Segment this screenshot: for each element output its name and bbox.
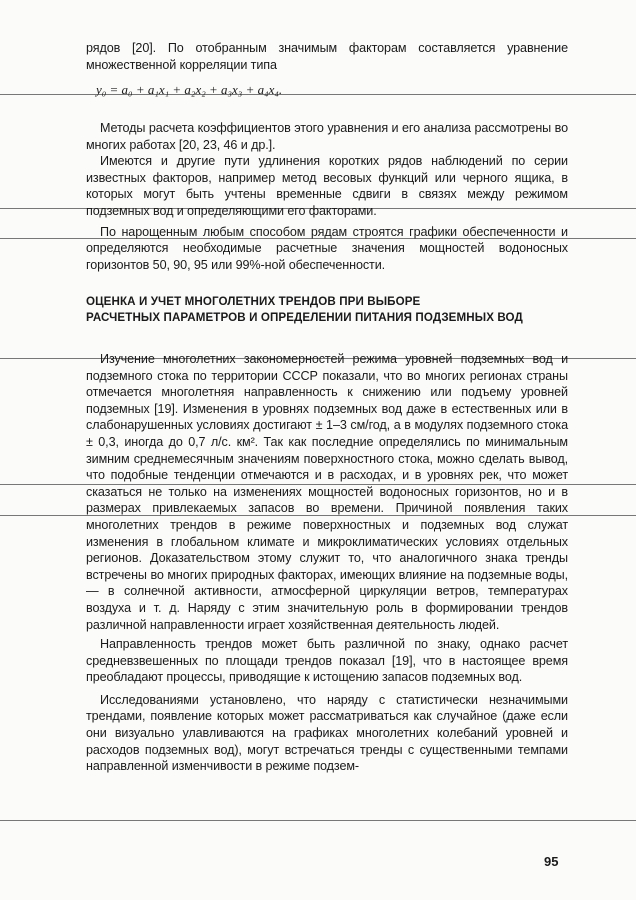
intro-block <box>86 40 568 73</box>
section-heading-line-2: РАСЧЕТНЫХ ПАРАМЕТРОВ И ОПРЕДЕЛЕНИИ ПИТАНИЯ ПОДЗЕМНЫХ ВОД <box>86 311 523 324</box>
section-heading-line-1: ОЦЕНКА И УЧЕТ МНОГОЛЕТНИХ ТРЕНДОВ ПРИ ВЫБОРЕ <box>86 295 421 308</box>
paragraph-methods: Методы расчета коэффициентов этого уравнения и его анализа рассмотрены во многих работах [20, 23, 46 и др.]. <box>86 121 568 152</box>
trends-block <box>86 351 568 775</box>
paragraph-trend-direction: Направленность трендов может быть различной по знаку, однако расчет средневзвешенных по площади трендов показал [19], что в настоящее время преобладают процессы, приводящие к истощению запасов подземных вод. <box>86 637 568 685</box>
paragraph-research: Исследованиями установлено, что наряду с статистически незначимыми трендами, появление которых может рассматриваться как случайное (даже если они визуально улавливаются на графиках многолетних колебаний уровней и расходов подземных вод), могут встречаться тренды с существенными темпами направленной изменчивости в режиме подзем- <box>86 692 568 774</box>
paragraph-other-methods: Имеются и другие пути удлинения коротких рядов наблюдений по серии известных факторов, например метод весовых функций или черного ящика, в которых могут быть учтены временные сдвиги в связях между режимом подземных вод и определяющими его факторами. <box>86 154 568 218</box>
paragraph-supply-graphs: По нарощенным любым способом рядам строятся графики обеспеченности и определяются необходимые расчетные значения мощностей водоносных горизонтов 50, 90, 95 или 99%-ной обеспеченности. <box>86 224 568 272</box>
page-number: 95 <box>544 854 559 869</box>
intro-paragraph: рядов [20]. По отобранным значимым факторам составляется уравнение множественной корреляции типа <box>86 41 568 72</box>
paragraph-trends-study: Изучение многолетних закономерностей режима уровней подземных вод и подземного стока по территории СССР показали, что во многих регионах страны отмечается многолетняя направленность к снижению или подъему уровней подземных [19]. Изменения в уровнях подземных вод даже в естественных или в слабонарушенных условиях достигают ± 1–3 см/год, а в модулях подземного стока ± 0,3, иногда до 0,7 л/с. км². Так как последние определялись по минимальным зимним среднемесячным значениям поверхностного стока, можно сделать вывод, что подобные тенденции отмечаются и в расходах, и в уровнях рек, что может сказаться не только на изменениях мощностей водоносных горизонтов, но и в размерах привлекаемых запасов во времени. Причиной появления таких многолетних трендов в режиме поверхностных и подземных вод служат изменения в глобальном климате и микроклиматических условиях отдельных регионов. Доказательством этому служит то, что аналогичного знака тренды встречены во многих природных факторах, имеющих влияние на подземные воды, — в солнечной активности, атмосферной циркуляции ветров, температурах воздуха и т. д. Наряду с этим значительную роль в формировании трендов различной направленности играет хозяйственная деятельность людей. <box>86 352 568 632</box>
regression-formula: y₀ = a₀ + a₁x₁ + a₂x₂ + a₃x₃ + a₄x₄. <box>96 82 283 97</box>
methods-block <box>86 120 568 273</box>
scan-rule <box>0 820 636 821</box>
section-heading <box>86 294 568 326</box>
